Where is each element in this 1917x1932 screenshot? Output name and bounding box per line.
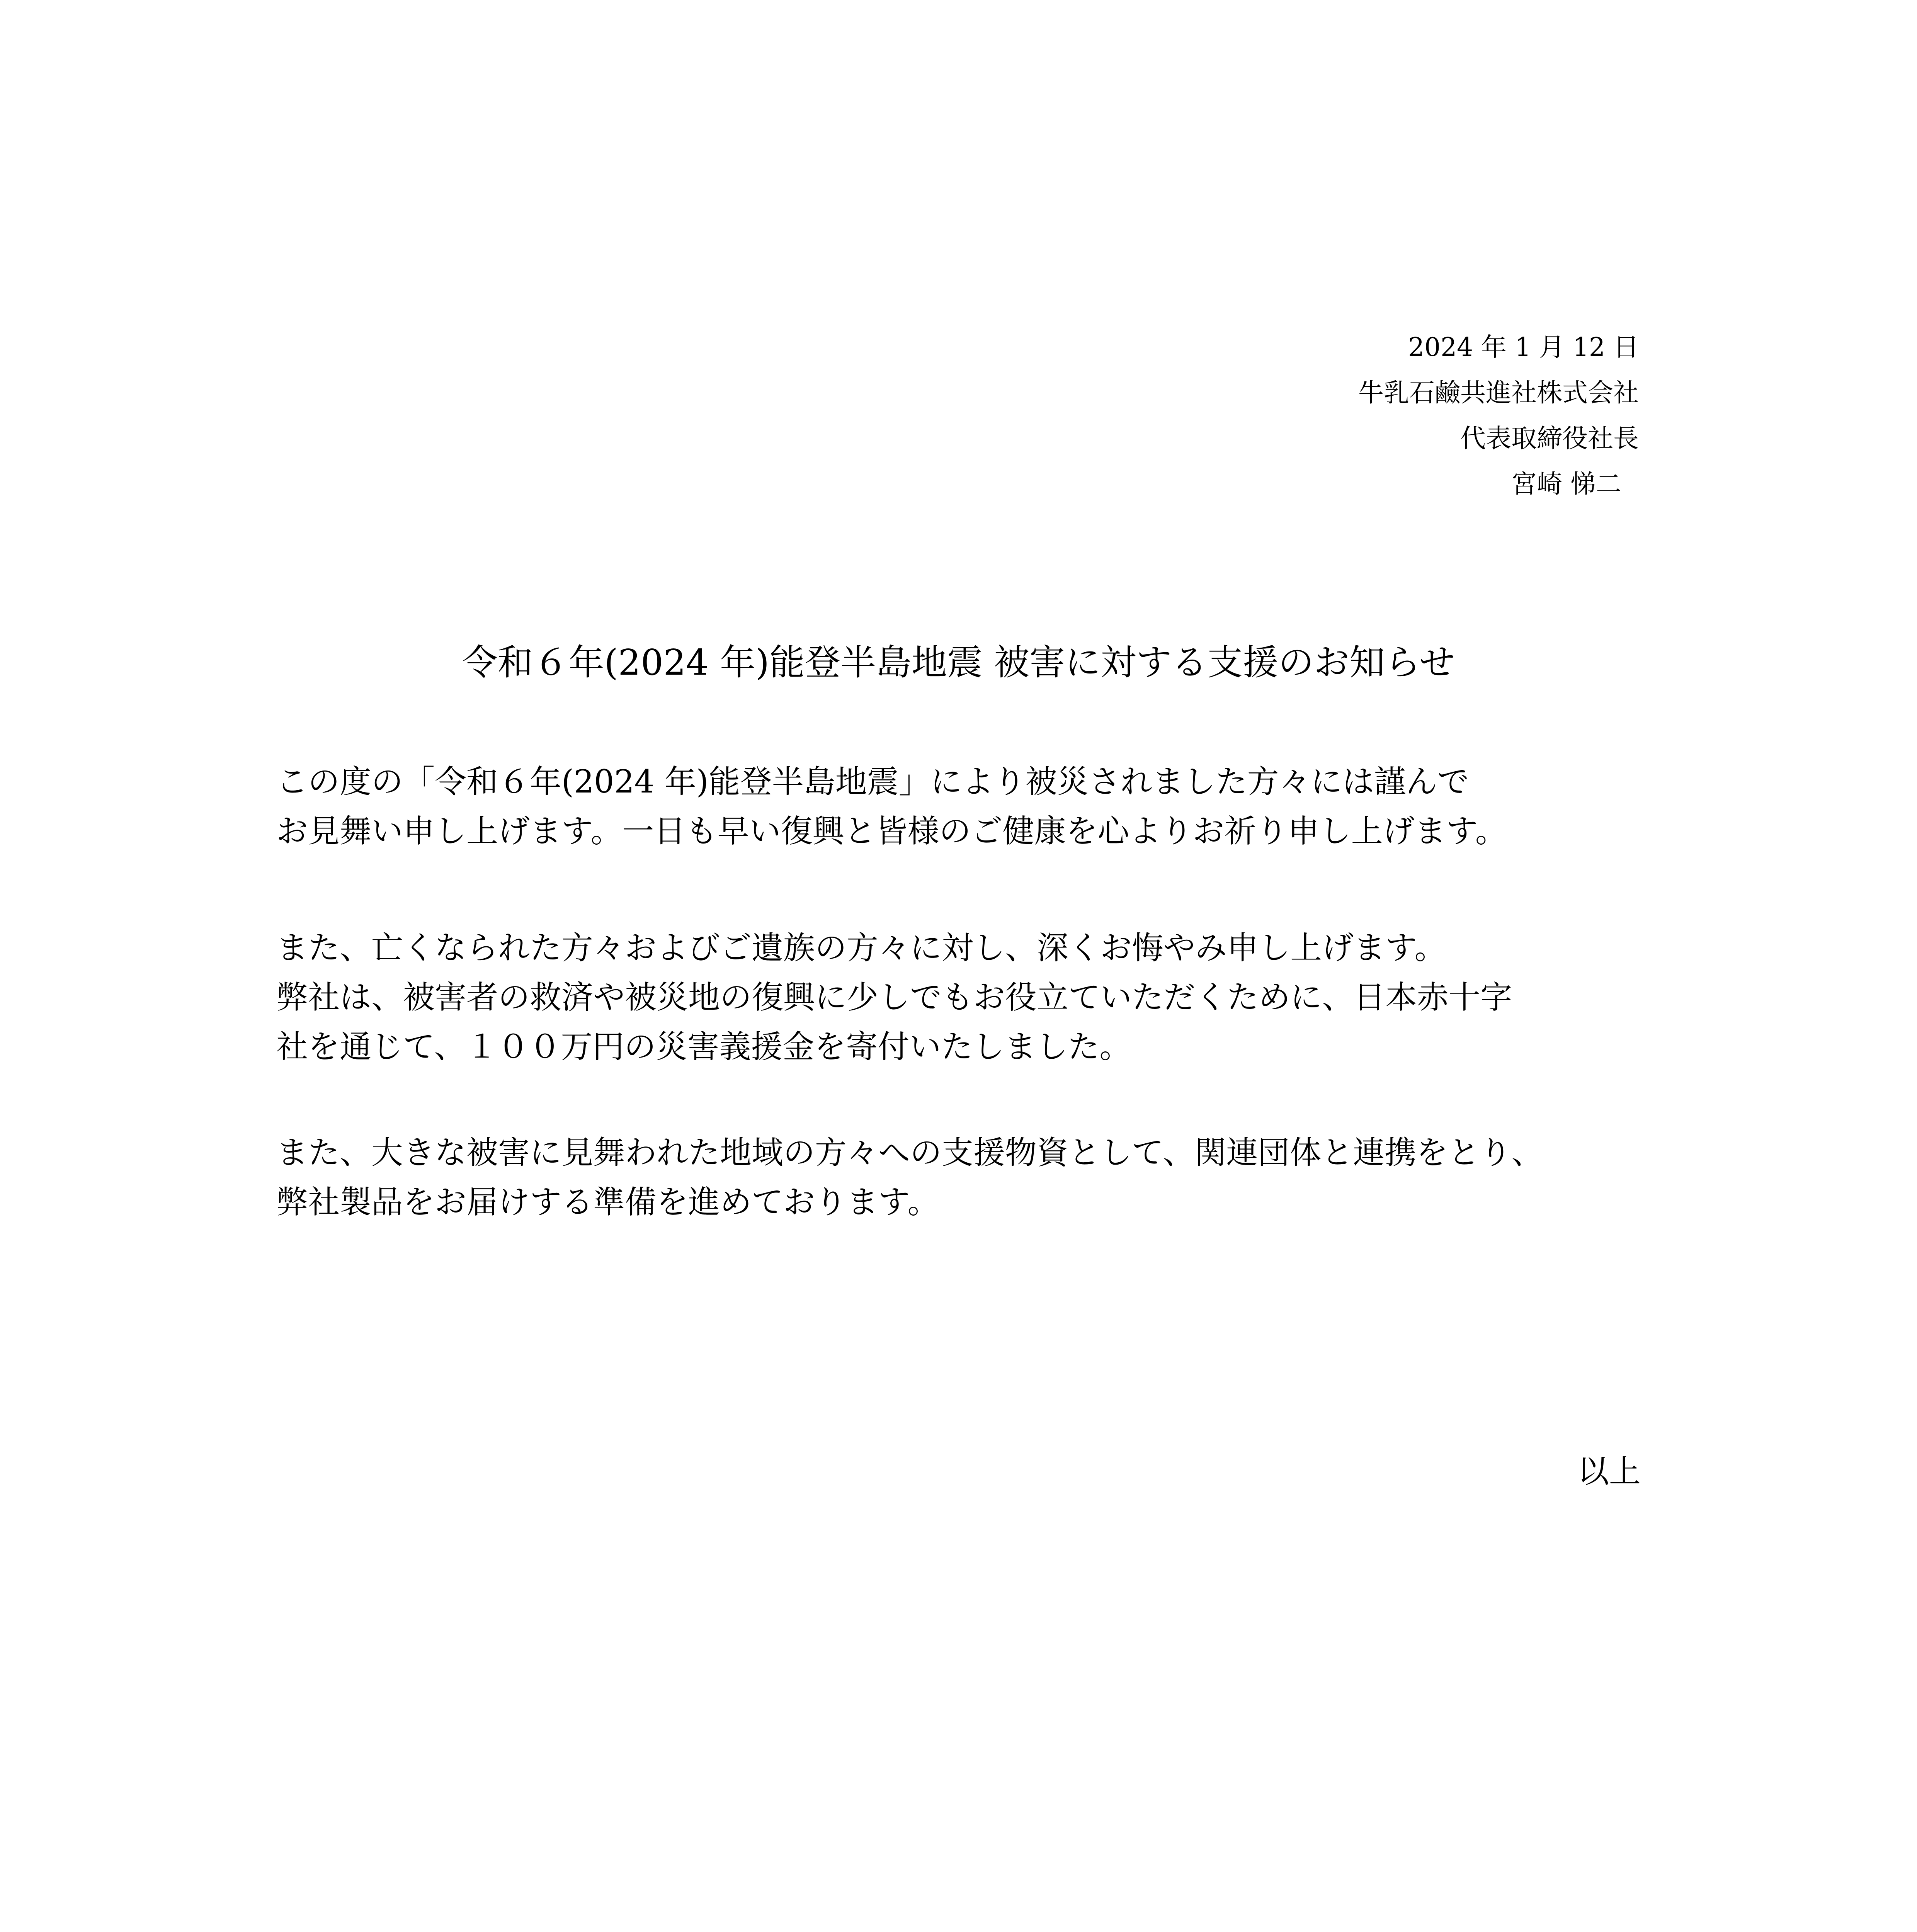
paragraph-sympathy	[276, 757, 1652, 856]
company-name: 牛乳石鹼共進社株式会社	[1358, 378, 1639, 408]
signer-position: 代表取締役社長	[1460, 423, 1639, 453]
issue-date: 2024 年 1 月 12 日	[1408, 332, 1639, 362]
paragraph-donation	[276, 923, 1652, 1072]
paragraph-line: 弊社製品をお届けする準備を進めております。	[276, 1184, 939, 1221]
paragraph-line: また、大きな被害に見舞われた地域の方々への支援物資として、関連団体と連携をとり、	[276, 1134, 1543, 1171]
signer-name: 宮崎 悌二	[1511, 469, 1621, 499]
paragraph-line: この度の「令和６年(2024 年)能登半島地震」により被災されました方々には謹んで	[276, 764, 1469, 800]
paragraph-line: 弊社は、被害者の救済や被災地の復興に少しでもお役立ていただくために、日本赤十字	[276, 979, 1512, 1016]
document-title: 令和６年(2024 年)能登半島地震 被害に対する支援のお知らせ	[462, 642, 1455, 683]
paragraph-line: 社を通じて、１００万円の災害義援金を寄付いたしました。	[276, 1029, 1131, 1065]
paragraph-relief-supplies	[276, 1128, 1652, 1227]
paragraph-line: また、亡くなられた方々およびご遺族の方々に対し、深くお悔やみ申し上げます。	[276, 930, 1446, 966]
closing-remark: 以上	[1577, 1453, 1641, 1490]
paragraph-line: お見舞い申し上げます。一日も早い復興と皆様のご健康を心よりお祈り申し上げます。	[276, 813, 1507, 850]
letter-header	[1358, 325, 1639, 507]
